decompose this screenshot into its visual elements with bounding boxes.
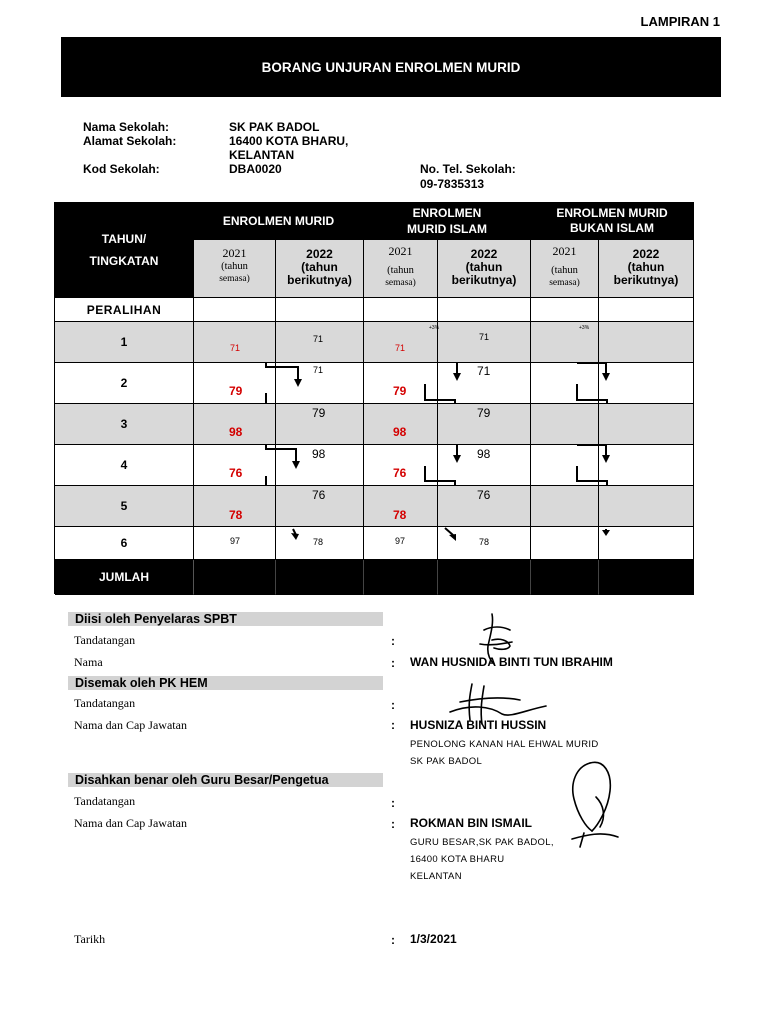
label-tandatangan-2: Tandatangan (74, 696, 136, 710)
school-name-value: SK PAK BADOL (229, 120, 320, 134)
level-label: 5 (120, 499, 128, 513)
subheader-l2: (tahun (221, 261, 248, 272)
signer-1-name: WAN HUSNIDA BINTI TUN IBRAHIM (410, 655, 613, 669)
subheader-year: 2021 (222, 246, 247, 260)
section-title: Diisi oleh Penyelaras SPBT (75, 612, 237, 626)
islam-2022-level-4: 98 (477, 447, 491, 461)
school-tel-label: No. Tel. Sekolah: (420, 162, 516, 176)
islam-2021-level-6: 97 (395, 536, 406, 546)
signature-1-icon (470, 610, 530, 670)
section-pk-hem (68, 676, 383, 690)
signer-3-position-2: 16400 KOTA BHARU (410, 854, 505, 865)
level-label: 3 (120, 417, 128, 431)
label-tandatangan-3: Tandatangan (74, 794, 136, 808)
arrow-head (294, 379, 302, 387)
subheader-year: 2022 (470, 247, 498, 261)
arrow-connector (577, 384, 607, 404)
subheader-l3: semasa) (549, 278, 580, 288)
subheader-year: 2021 (388, 244, 413, 258)
header-tahun: TAHUN/ (101, 232, 147, 246)
lampiran-label: LAMPIRAN 1 (640, 14, 720, 29)
subheader-l3: semasa) (385, 278, 416, 288)
school-address-line2: KELANTAN (229, 148, 295, 162)
islam-2021-level-5: 78 (393, 508, 407, 522)
colon: : (391, 796, 395, 810)
enrol-2021-level-1: 71 (230, 343, 241, 353)
level-label: 1 (120, 335, 128, 349)
pct-note-islam: +3% (429, 325, 440, 331)
date-value: 1/3/2021 (410, 932, 457, 946)
enrol-2022-level-2: 71 (313, 365, 324, 375)
level-label: 2 (120, 376, 128, 390)
section-title: Disahkan benar oleh Guru Besar/Pengetua (75, 773, 329, 787)
arrow-head (602, 455, 610, 463)
arrow-head (292, 461, 300, 469)
enrol-2022-level-6: 78 (313, 537, 324, 547)
enrol-2021-level-2: 79 (229, 384, 243, 398)
pct-note-bukan: +3% (579, 325, 590, 331)
signature-3-icon (560, 755, 640, 855)
arrow-connector (577, 445, 606, 455)
colon: : (391, 817, 395, 831)
arrow-head (449, 534, 456, 541)
signer-2-position-1: PENOLONG KANAN HAL EHWAL MURID (410, 739, 599, 750)
subheader-l3: semasa) (219, 274, 250, 284)
enrol-2021-level-6: 97 (230, 536, 241, 546)
header-bukan-line1: ENROLMEN MURID (556, 206, 668, 220)
islam-2022-level-6: 78 (479, 537, 490, 547)
signer-2-position-2: SK PAK BADOL (410, 756, 483, 767)
subheader-year: 2021 (552, 244, 577, 258)
section-title: Disemak oleh PK HEM (75, 676, 208, 690)
subheader-l2: (tahun (551, 265, 578, 276)
colon: : (391, 634, 395, 648)
header-islam-line2: MURID ISLAM (407, 222, 487, 236)
peralihan-text: PERALIHAN (86, 302, 162, 317)
arrow-head (453, 455, 461, 463)
signer-3-name: ROKMAN BIN ISMAIL (410, 816, 532, 830)
header-enrolmen-text: ENROLMEN MURID (222, 214, 335, 228)
islam-2021-level-4: 76 (393, 466, 407, 480)
subheader-l3: berikutnya) (287, 273, 352, 287)
header-islam-line1: ENROLMEN (412, 206, 482, 220)
school-code-value: DBA0020 (229, 162, 282, 176)
label-nama-1: Nama (74, 655, 103, 669)
enrol-2022-level-5: 76 (312, 488, 326, 502)
school-tel-value: 09-7835313 (420, 177, 485, 191)
subheader-year: 2022 (632, 247, 660, 261)
signer-3-position-3: KELANTAN (410, 871, 462, 882)
label-tandatangan-1: Tandatangan (74, 633, 136, 647)
enrol-2021-level-4: 76 (229, 466, 243, 480)
islam-2022-level-3: 79 (477, 406, 491, 420)
subheader-year: 2022 (306, 247, 333, 261)
subheader-l3: berikutnya) (613, 273, 679, 287)
arrow-connector (577, 363, 606, 373)
subheader-l3: berikutnya) (451, 273, 517, 287)
enrol-2021-level-5: 78 (229, 508, 243, 522)
form-title-bar (61, 37, 721, 97)
arrow-connector (445, 528, 453, 535)
label-nama-cap-2: Nama dan Cap Jawatan (74, 718, 187, 732)
section-guru-besar (68, 773, 383, 787)
section-penyelaras-spbt (68, 612, 383, 626)
jumlah-label: JUMLAH (99, 570, 149, 584)
signer-2-name: HUSNIZA BINTI HUSSIN (410, 718, 547, 732)
islam-2022-level-5: 76 (477, 488, 491, 502)
level-label: 6 (120, 536, 128, 550)
signature-2-icon (430, 680, 550, 730)
school-address-label: Alamat Sekolah: (83, 134, 177, 148)
header-bukan-line2: BUKAN ISLAM (570, 221, 654, 235)
islam-2021-level-3: 98 (393, 425, 407, 439)
arrow-connector (577, 466, 607, 486)
form-title: BORANG UNJURAN ENROLMEN MURID (261, 59, 521, 75)
subheader-l2: (tahun (465, 260, 503, 274)
subheader-l2: (tahun (387, 265, 414, 276)
subheader-l2: (tahun (627, 260, 665, 274)
label-tarikh: Tarikh (74, 932, 106, 946)
enrol-2022-level-4: 98 (312, 447, 326, 461)
school-address-line1: 16400 KOTA BHARU, (229, 134, 349, 148)
header-tingkatan: TINGKATAN (89, 254, 159, 268)
flow-arrows (55, 203, 695, 595)
school-code-label: Kod Sekolah: (83, 162, 160, 176)
arrow-head (602, 530, 610, 536)
arrow-connector (266, 445, 296, 461)
islam-2021-level-1: 71 (395, 343, 406, 353)
islam-2021-level-2: 79 (393, 384, 407, 398)
level-label: 4 (120, 458, 128, 472)
enrol-2021-level-3: 98 (229, 425, 243, 439)
colon: : (391, 933, 395, 947)
colon: : (391, 718, 395, 732)
arrow-connector (425, 466, 455, 486)
islam-2022-level-2: 71 (477, 364, 491, 378)
subheader-l2: (tahun (301, 260, 338, 274)
enrol-2022-level-3: 79 (312, 406, 326, 420)
arrow-head (602, 373, 610, 381)
arrow-head (453, 373, 461, 381)
arrow-head (291, 533, 299, 540)
signer-3-position-1: GURU BESAR,SK PAK BADOL, (410, 837, 554, 848)
enrolment-table (54, 202, 694, 594)
colon: : (391, 698, 395, 712)
arrow-connector (425, 384, 455, 404)
enrol-2022-level-1: 71 (313, 334, 324, 344)
islam-2022-level-1: 71 (479, 332, 490, 342)
school-name-label: Nama Sekolah: (83, 120, 170, 134)
colon: : (391, 656, 395, 670)
label-nama-cap-3: Nama dan Cap Jawatan (74, 816, 187, 830)
arrow-connector (266, 363, 298, 379)
